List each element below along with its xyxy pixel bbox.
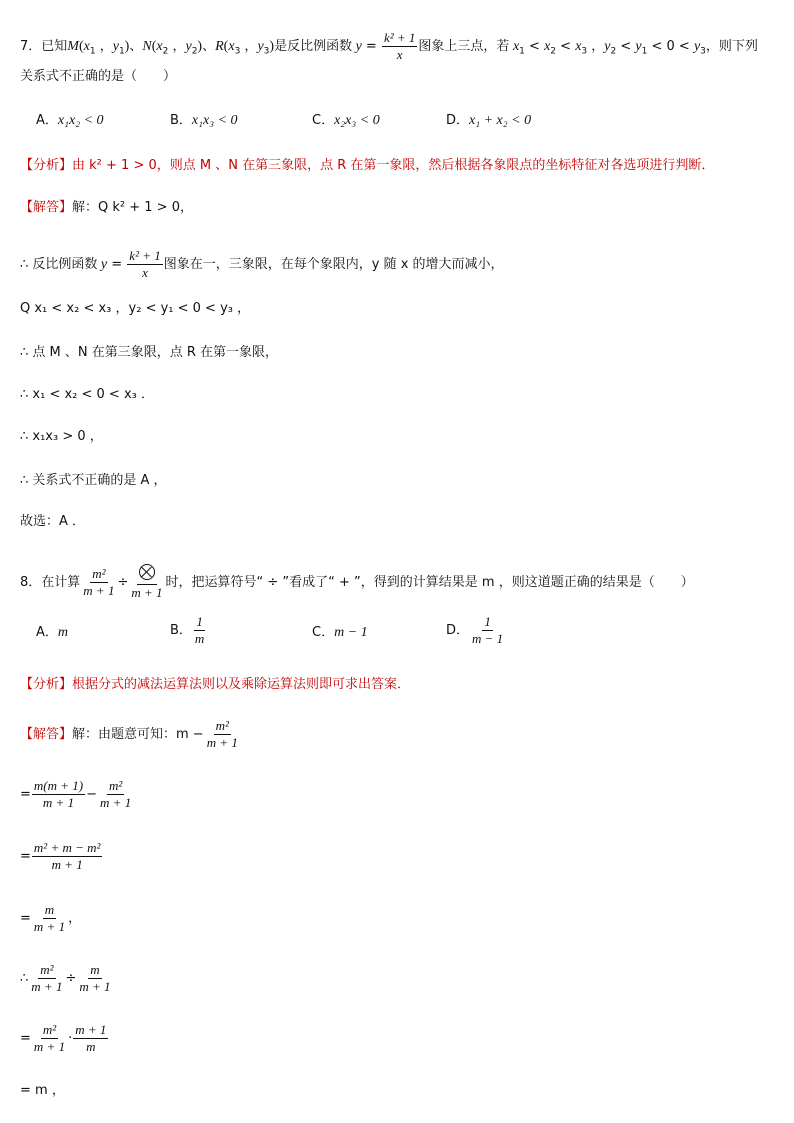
q7-stem-line2: 关系式不正确的是（ ）	[20, 69, 177, 84]
q7-step4: ∴ x₁ < x₂ < 0 < x₃ ．	[20, 387, 154, 402]
q7-step5: ∴ x₁x₃ > 0 ，	[20, 429, 103, 444]
q7-step1: ∴ 反比例函数 y = $\frac{\text{k² + 1}}{x}$ 图象在一，三象限，在每个象限内，y 随 x 的增大而减小，	[20, 248, 504, 280]
q7-analysis: 【分析】由 k² + 1 > 0，则点 M 、N 在第三象限，点 R 在第一象限，然后根据各象限点的坐标特征对各选项进行判断．	[20, 158, 715, 173]
q7-option-a: A．x₁x₂ < 0	[36, 113, 104, 128]
q8-step2: = $\frac{\text{m² + m − m²}}{m + 1}$	[20, 840, 101, 872]
otimes-icon	[139, 564, 155, 580]
q8-option-b: B． $\frac{1}{m}$	[170, 614, 205, 646]
q7-step6: ∴ 关系式不正确的是 A ，	[20, 473, 167, 488]
points-list: M	[67, 39, 79, 54]
q8-step4: ∴ $\frac{\text{m²}}{m + 1}$ ÷ $\frac{m}{m + 1}$	[20, 962, 111, 994]
q8-option-a: A．m	[36, 625, 69, 640]
q8-answer: 【解答】解：由题意可知：m − $\frac{\text{m²}}{m + 1}$	[20, 718, 238, 750]
q7-option-d: D．x₁ + x₂ < 0	[446, 113, 532, 128]
q8-option-d: D． $\frac{1}{m - 1}$	[446, 614, 504, 646]
q8-step3: = $\frac{m}{m + 1}$ ，	[20, 902, 82, 934]
q7-step3: ∴ 点 M 、N 在第三象限，点 R 在第一象限，	[20, 345, 279, 360]
q8-step6: = m ，	[20, 1083, 65, 1098]
func-fraction: $\frac{\text{k² + 1}}{x}$	[383, 30, 416, 62]
q8-stem: 8．在计算 $\frac{\text{m²}}{m + 1}$ ÷ m + 1 时，把运算符号“ ÷ ”看成了“ + ”，得到的计算结果是 m ，则这道题正确的结果是（ ）	[20, 566, 694, 600]
q8-step5: = $\frac{\text{m²}}{m + 1}$ · $\frac{m + 1}{m}$	[20, 1022, 107, 1054]
q7-step7: 故选：A ．	[20, 514, 86, 529]
q7-option-c: C．x₂x₃ < 0	[312, 113, 380, 128]
q8-step1: = $\frac{m(m + 1)}{m + 1}$ − $\frac{\text{m²}}{m + 1}$	[20, 778, 132, 810]
q7-option-b: B．x₁x₃ < 0	[170, 113, 238, 128]
q7-step2: Q x₁ < x₂ < x₃ ，y₂ < y₁ < 0 < y₃ ，	[20, 301, 251, 316]
q7-answer: 【解答】解：Q k² + 1 > 0，	[20, 200, 193, 215]
q8-option-c: C．m − 1	[312, 625, 368, 640]
q7-stem-line1: 7．已知$M(x_1$ ，$y_1$)、$N(x_2$ ，$y_2$)、$R(x_3$ ，$y_3$)是反比例函数 y = $\frac{\text{k² + 1}}{x}$ 图象上三点，若 $x_1 < x_2 < x_3$ ，$y_2 < y_1 < 0 < y_3$，则下列	[20, 30, 758, 62]
q8-analysis: 【分析】根据分式的减法运算法则以及乘除运算法则即可求出答案．	[20, 677, 411, 692]
